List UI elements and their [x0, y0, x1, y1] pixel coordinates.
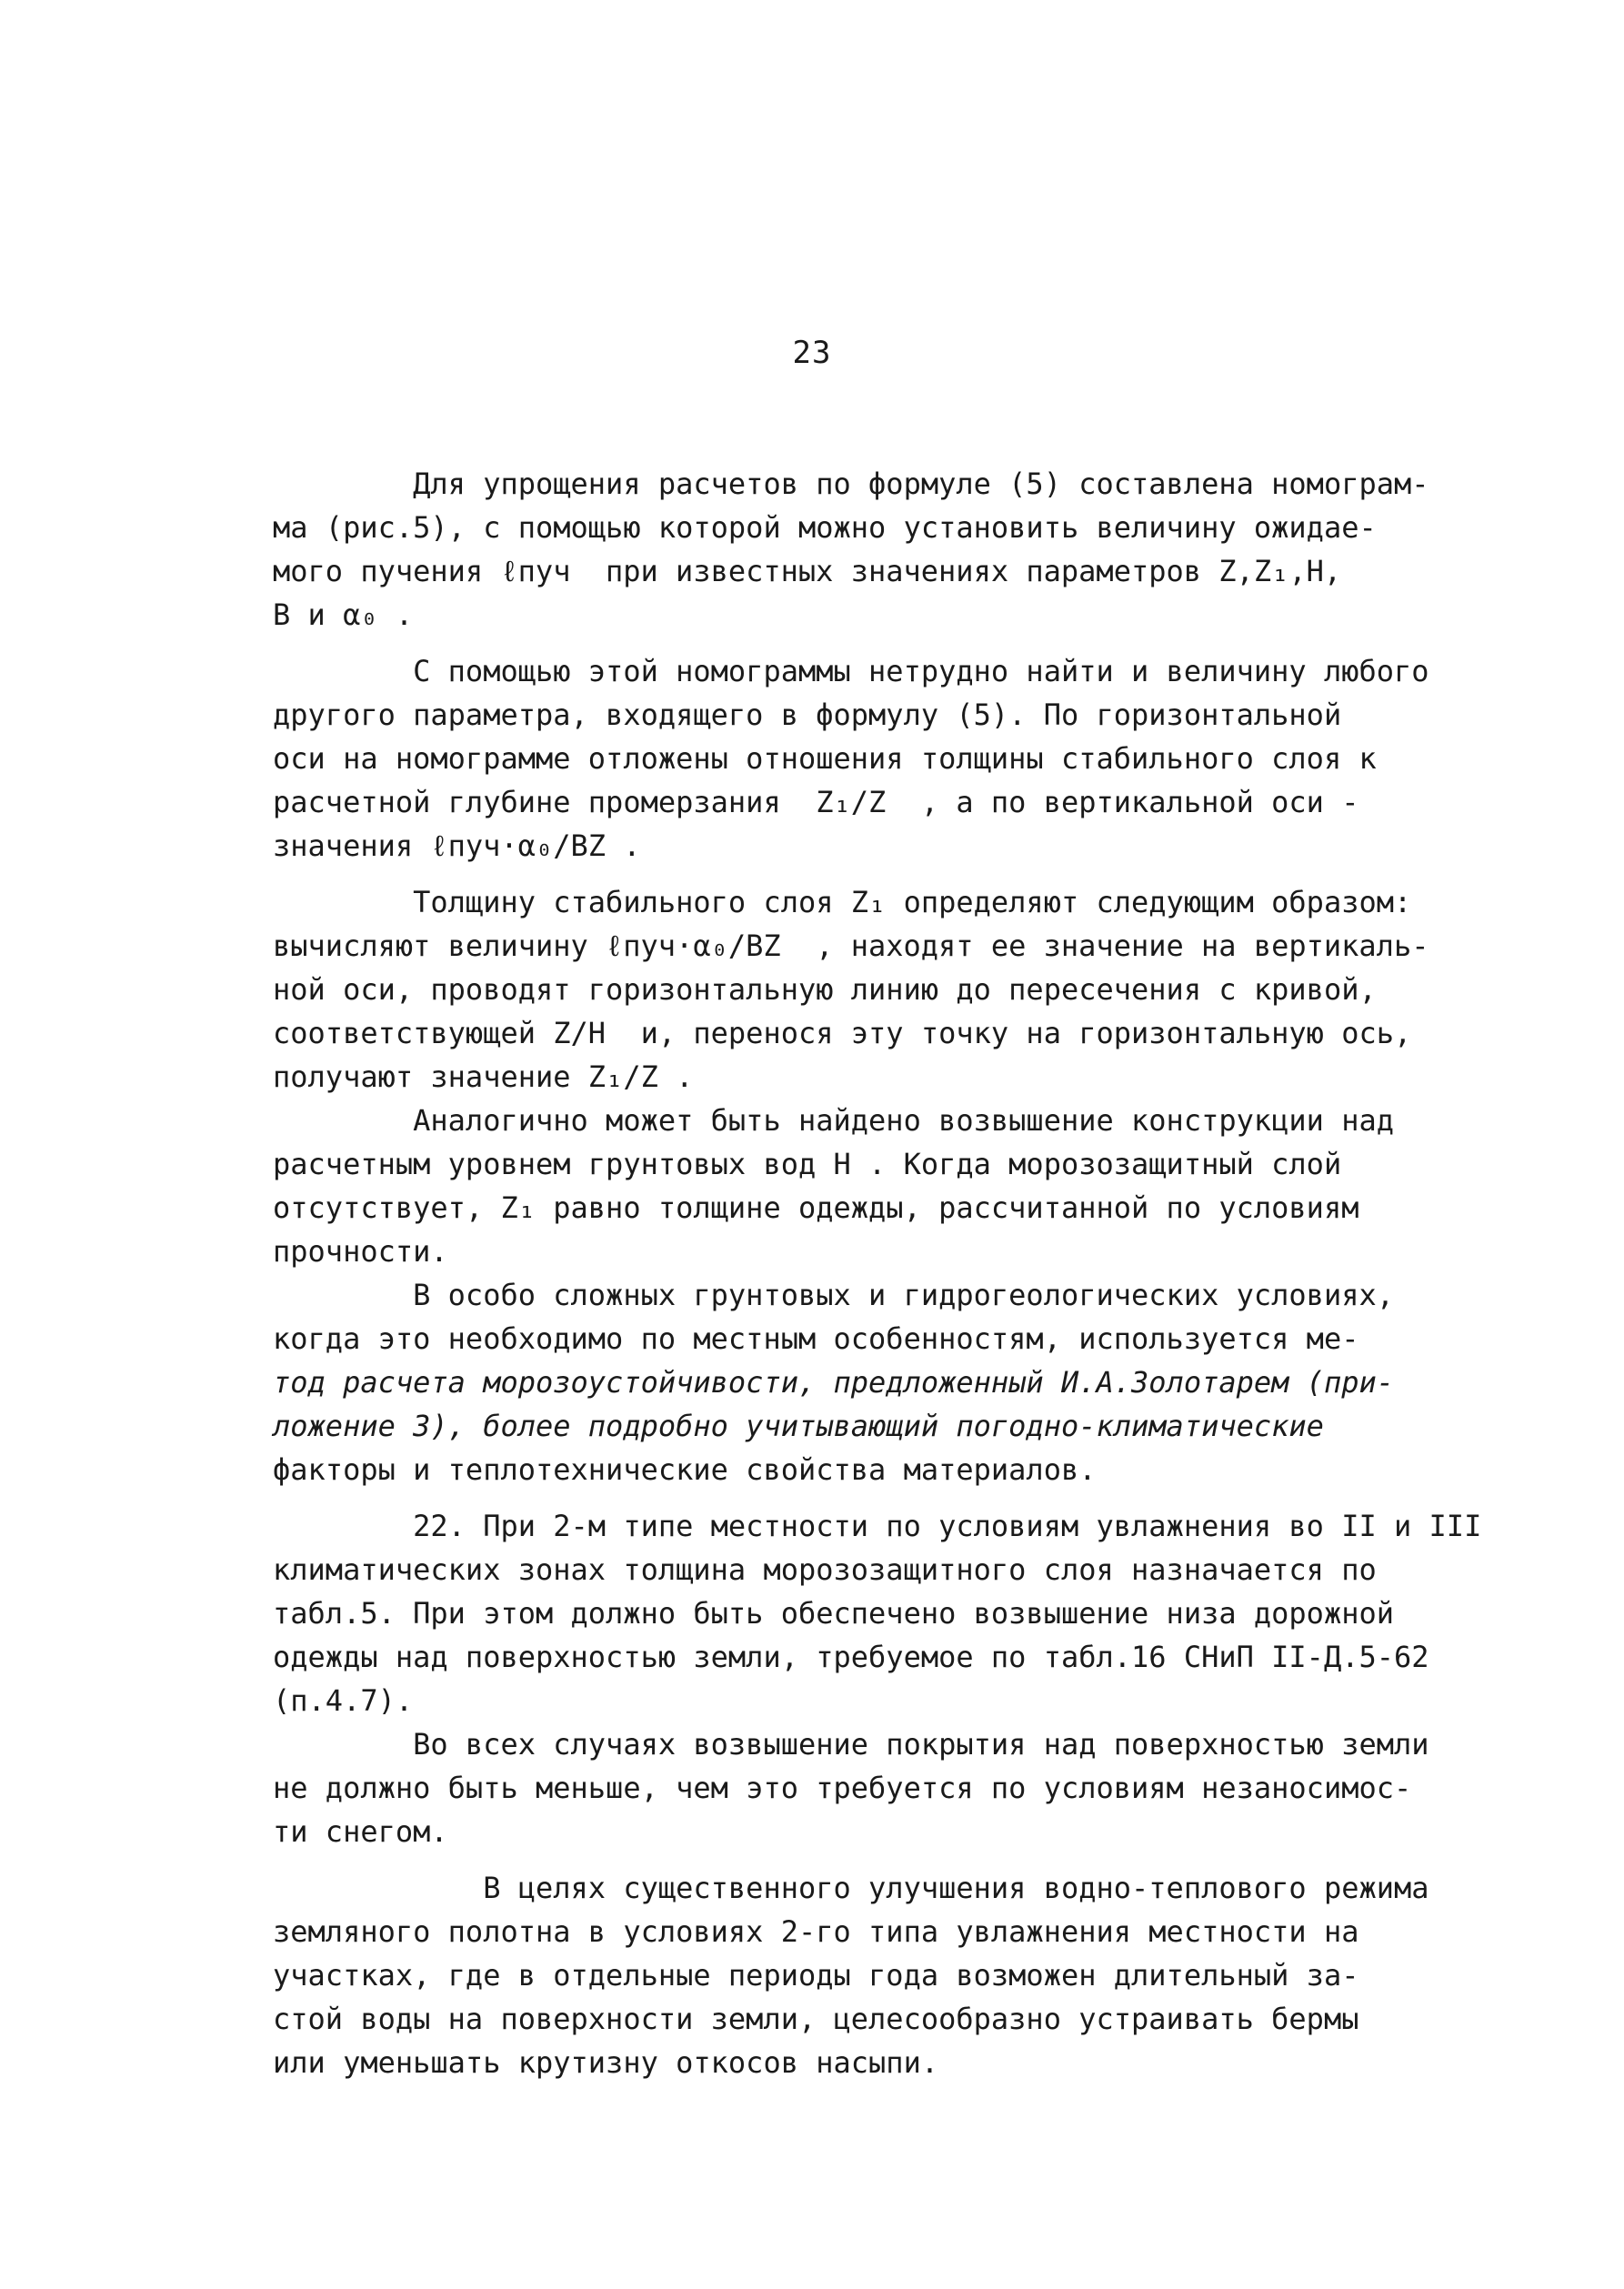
paragraph [273, 1504, 1482, 1722]
text-line: расчетным уровнем грунтовых вод H . Когда морозозащитный слой [273, 1147, 1342, 1181]
paragraph [273, 649, 1473, 868]
text-line: табл.5. При этом должно быть обеспечено возвышение низа дорожной [273, 1596, 1394, 1631]
paragraph [273, 880, 1473, 1099]
text-line: вычисляют величину ℓпуч·α₀/BZ , находят ее значение на вертикаль- [273, 929, 1429, 963]
text-line: Во всех случаях возвышение покрытия над поверхностью земли [273, 1727, 1429, 1762]
paragraph-gap [273, 2084, 1473, 2097]
text-line: В целях существенного улучшения водно-теплового режима [273, 1871, 1429, 1905]
text-line: соответствующей Z/H и, перенося эту точку на горизонтальную ось, [273, 1016, 1412, 1050]
text-line: 22. При 2-м типе местности по условиям увлажнения во II и III [273, 1509, 1482, 1543]
paragraph-gap [273, 868, 1473, 880]
text-line: получают значение Z₁/Z . [273, 1059, 694, 1094]
text-line: С помощью этой номограммы нетрудно найти и величину любого [273, 654, 1429, 688]
text-line: факторы и теплотехнические свойства материалов. [273, 1452, 1097, 1487]
text-line: (п.4.7). [273, 1683, 414, 1718]
text-line: Для упрощения расчетов по формуле (5) составлена номограм- [273, 467, 1429, 501]
paragraph [273, 1722, 1473, 1853]
text-line: участках, где в отдельные периоды года возможен длительный за- [273, 1958, 1359, 1993]
body-text [273, 462, 1482, 2097]
text-line: или уменьшать крутизну откосов насыпи. [273, 2045, 939, 2080]
text-line: В особо сложных грунтовых и гидрогеологических условиях, [273, 1278, 1394, 1312]
text-line: ма (рис.5), с помощью которой можно установить величину ожидае- [273, 510, 1377, 545]
text-line: климатических зонах толщина морозозащитного слоя назначается по [273, 1552, 1377, 1587]
text-line: расчетной глубине промерзания Z₁/Z , а по вертикальной оси - [273, 785, 1359, 819]
text-line: прочности. [273, 1234, 448, 1269]
text-line: стой воды на поверхности земли, целесообразно устраивать бермы [273, 2002, 1359, 2036]
text-line: Аналогично может быть найдено возвышение конструкции над [273, 1103, 1394, 1138]
paragraph [273, 462, 1473, 637]
paragraph-gap [273, 1853, 1473, 1866]
text-line: значения ℓпуч·α₀/BZ . [273, 828, 641, 863]
paragraph [273, 1273, 1473, 1491]
text-line: ложение 3), более подробно учитывающий погодно-климатические [273, 1409, 1324, 1443]
text-line: не должно быть меньше, чем это требуется по условиям незаносимос- [273, 1771, 1412, 1805]
text-line: ной оси, проводят горизонтальную линию до пересечения с кривой, [273, 972, 1377, 1007]
text-line: Толщину стабильного слоя Z₁ определяют следующим образом: [273, 885, 1412, 919]
page-number: 23 [792, 335, 832, 371]
text-line: ти снегом. [273, 1814, 448, 1849]
text-line: оси на номограмме отложены отношения толщины стабильного слоя к [273, 741, 1377, 776]
paragraph [273, 1099, 1473, 1273]
text-line: одежды над поверхностью земли, требуемое по табл.16 СНиП II-Д.5-62 [273, 1640, 1429, 1674]
paragraph-gap [273, 1491, 1473, 1504]
text-line: когда это необходимо по местным особенностям, используется ме- [273, 1321, 1359, 1356]
text-line: отсутствует, Z₁ равно толщине одежды, рассчитанной по условиям [273, 1190, 1359, 1225]
paragraph-gap [273, 637, 1473, 649]
text-line: другого параметра, входящего в формулу (5). По горизонтальной [273, 698, 1342, 732]
paragraph [273, 1866, 1473, 2084]
text-line: B и α₀ . [273, 597, 414, 632]
text-line: земляного полотна в условиях 2-го типа увлажнения местности на [273, 1914, 1359, 1949]
text-line: мого пучения ℓпуч при известных значениях параметров Z,Z₁,H, [273, 554, 1342, 588]
text-line: тод расчета морозоустойчивости, предложенный И.А.Золотарем (при- [273, 1365, 1394, 1400]
